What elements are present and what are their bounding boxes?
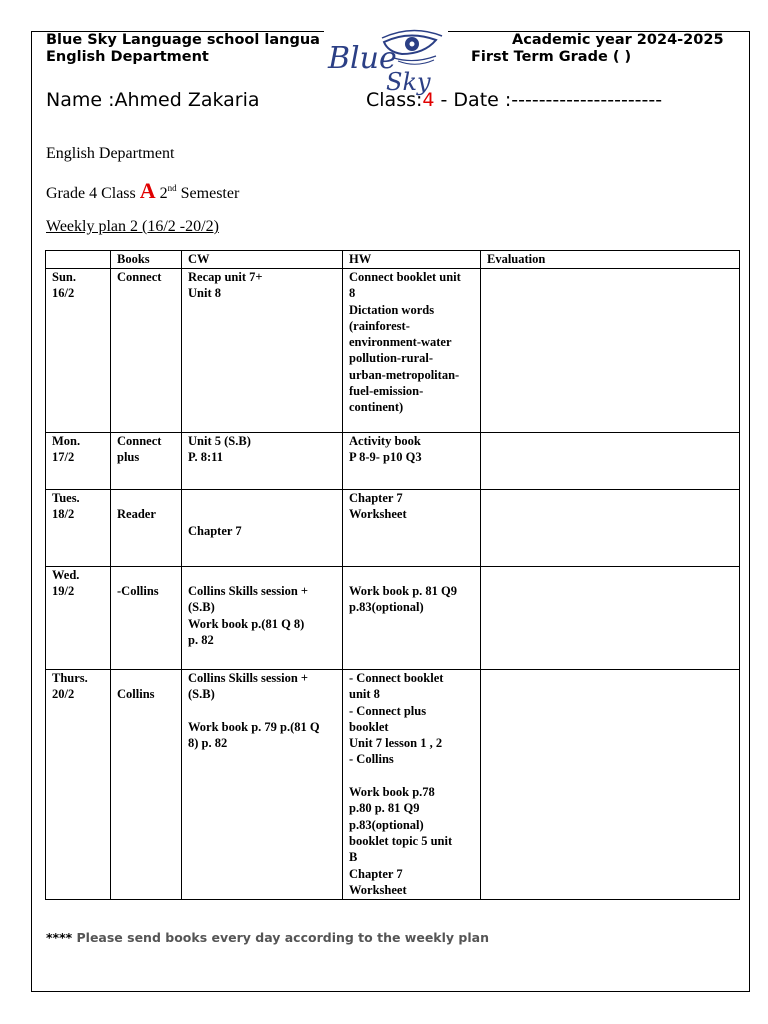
weekly-plan-title: Weekly plan 2 (16/2 -20/2) <box>46 218 219 235</box>
cw-cell-line: (S.B) <box>188 687 215 702</box>
cw-cell-line: Recap unit 7+ <box>188 270 263 284</box>
footer-stars: **** <box>46 930 73 945</box>
intro-department: English Department <box>46 145 175 162</box>
cw-cell-line: Chapter 7 <box>188 524 242 538</box>
hw-cell-line: booklet <box>349 719 389 734</box>
header-day <box>46 251 111 269</box>
logo-eye-icon <box>324 28 448 98</box>
hw-cell-line: booklet topic 5 unit <box>349 833 453 848</box>
hw-cell-line: Worksheet <box>349 882 407 897</box>
student-name: Name :Ahmed Zakaria <box>46 89 260 111</box>
day-cell <box>46 433 111 490</box>
semester-number: 2 <box>155 185 168 202</box>
day-cell <box>46 567 111 670</box>
grade-line <box>46 178 239 204</box>
hw-cell-line: Work book p. 81 Q9 <box>349 584 458 598</box>
cw-cell-line: P. 8:11 <box>188 450 223 465</box>
day-cell-line: Mon. <box>52 434 81 448</box>
term-grade: First Term Grade ( ) <box>471 49 632 65</box>
hw-cell <box>343 433 481 490</box>
table-row <box>46 433 740 490</box>
hw-cell <box>343 490 481 567</box>
evaluation-cell <box>481 490 740 567</box>
hw-cell-line: (rainforest- <box>349 318 410 333</box>
hw-cell-line: pollution-rural- <box>349 351 434 366</box>
books-cell <box>111 670 182 900</box>
hw-cell-line: fuel-emission- <box>349 384 424 399</box>
books-cell-line: Connect <box>117 434 162 448</box>
books-cell <box>111 433 182 490</box>
hw-cell-line: B <box>349 850 358 865</box>
cw-cell <box>182 567 343 670</box>
hw-cell-line: Unit 7 lesson 1 , 2 <box>349 736 443 751</box>
cw-cell <box>182 490 343 567</box>
evaluation-cell <box>481 670 740 900</box>
evaluation-cell <box>481 269 740 433</box>
cw-cell-line: (S.B) <box>188 600 215 615</box>
hw-cell-line: Chapter 7 <box>349 866 403 881</box>
class-letter: A <box>139 178 156 203</box>
hw-cell-line: continent) <box>349 400 404 415</box>
books-cell-line: Reader <box>117 507 156 521</box>
day-cell-line: 20/2 <box>52 687 75 702</box>
hw-cell-line: Dictation words <box>349 302 435 317</box>
svg-text:Blue: Blue <box>328 41 397 76</box>
hw-cell-line: environment-water <box>349 335 452 350</box>
books-cell-line: Connect <box>117 270 162 284</box>
cw-cell <box>182 433 343 490</box>
header-cw: CW <box>182 251 343 269</box>
cw-cell-line: p. 82 <box>188 632 214 647</box>
hw-cell-line: p.80 p. 81 Q9 <box>349 801 420 816</box>
evaluation-cell <box>481 567 740 670</box>
day-cell-line: 18/2 <box>52 507 75 522</box>
hw-cell-line: p.83(optional) <box>349 817 424 832</box>
day-cell-line: 17/2 <box>52 450 75 465</box>
school-logo <box>324 28 448 98</box>
day-cell-line: Tues. <box>52 491 80 505</box>
header-evaluation: Evaluation <box>481 251 740 269</box>
hw-cell <box>343 269 481 433</box>
cw-cell-line <box>188 703 337 719</box>
hw-cell-line: Worksheet <box>349 507 407 522</box>
school-name: Blue Sky Language school langua <box>46 32 320 48</box>
hw-cell-line: Connect booklet unit <box>349 270 461 284</box>
date-field: - Date :---------------------- <box>434 89 663 111</box>
cw-cell <box>182 670 343 900</box>
hw-cell-line: Work book p.78 <box>349 785 435 800</box>
cw-cell-line: Unit 8 <box>188 286 221 301</box>
day-cell-line: Wed. <box>52 568 80 582</box>
footer-note <box>46 930 489 945</box>
hw-cell <box>343 670 481 900</box>
books-cell <box>111 490 182 567</box>
table-row <box>46 490 740 567</box>
grade-text: Grade 4 Class <box>46 185 140 202</box>
day-cell-line: Thurs. <box>52 671 88 685</box>
footer-text: Please send books every day according to the weekly plan <box>72 930 489 945</box>
table-row <box>46 567 740 670</box>
hw-cell-line: urban-metropolitan- <box>349 367 460 382</box>
books-cell <box>111 269 182 433</box>
hw-cell-line: 8 <box>349 286 356 301</box>
school-header <box>46 32 328 66</box>
books-cell <box>111 567 182 670</box>
cw-cell-line: Work book p.(81 Q 8) <box>188 616 305 631</box>
department-name: English Department <box>46 49 209 65</box>
hw-cell-line <box>349 768 475 784</box>
class-date-line <box>366 89 662 111</box>
hw-cell-line: unit 8 <box>349 687 380 702</box>
books-cell-line: Collins <box>117 687 155 701</box>
semester-text: Semester <box>176 185 240 202</box>
day-cell <box>46 269 111 433</box>
header-hw: HW <box>343 251 481 269</box>
hw-cell-line: - Connect booklet <box>349 671 444 685</box>
table-row <box>46 670 740 900</box>
cw-cell-line: 8) p. 82 <box>188 736 228 751</box>
day-cell-line: 19/2 <box>52 584 75 599</box>
hw-cell-line: P 8-9- p10 Q3 <box>349 450 422 465</box>
evaluation-cell <box>481 433 740 490</box>
day-cell-line: Sun. <box>52 270 76 284</box>
hw-cell-line: p.83(optional) <box>349 600 424 615</box>
cw-cell-line: Unit 5 (S.B) <box>188 434 251 448</box>
day-cell-line: 16/2 <box>52 286 75 301</box>
weekly-plan-table <box>45 250 740 900</box>
books-cell-line: plus <box>117 450 140 465</box>
hw-cell-line: Activity book <box>349 434 421 448</box>
header-books: Books <box>111 251 182 269</box>
svg-text:Sky: Sky <box>386 68 431 96</box>
table-row <box>46 269 740 433</box>
cw-cell-line: Work book p. 79 p.(81 Q <box>188 719 320 734</box>
day-cell <box>46 670 111 900</box>
day-cell <box>46 490 111 567</box>
books-cell-line: -Collins <box>117 584 159 598</box>
hw-cell-line: - Connect plus <box>349 703 427 718</box>
hw-cell <box>343 567 481 670</box>
cw-cell-line: Collins Skills session + <box>188 584 309 598</box>
academic-year: Academic year 2024-2025 <box>512 32 724 48</box>
hw-cell-line: Chapter 7 <box>349 491 403 505</box>
class-value: 4 <box>422 89 435 111</box>
cw-cell <box>182 269 343 433</box>
hw-cell-line: - Collins <box>349 752 394 767</box>
cw-cell-line: Collins Skills session + <box>188 671 309 685</box>
table-header-row <box>46 251 740 269</box>
semester-sup: nd <box>167 183 177 193</box>
class-label: Class: <box>366 89 423 111</box>
